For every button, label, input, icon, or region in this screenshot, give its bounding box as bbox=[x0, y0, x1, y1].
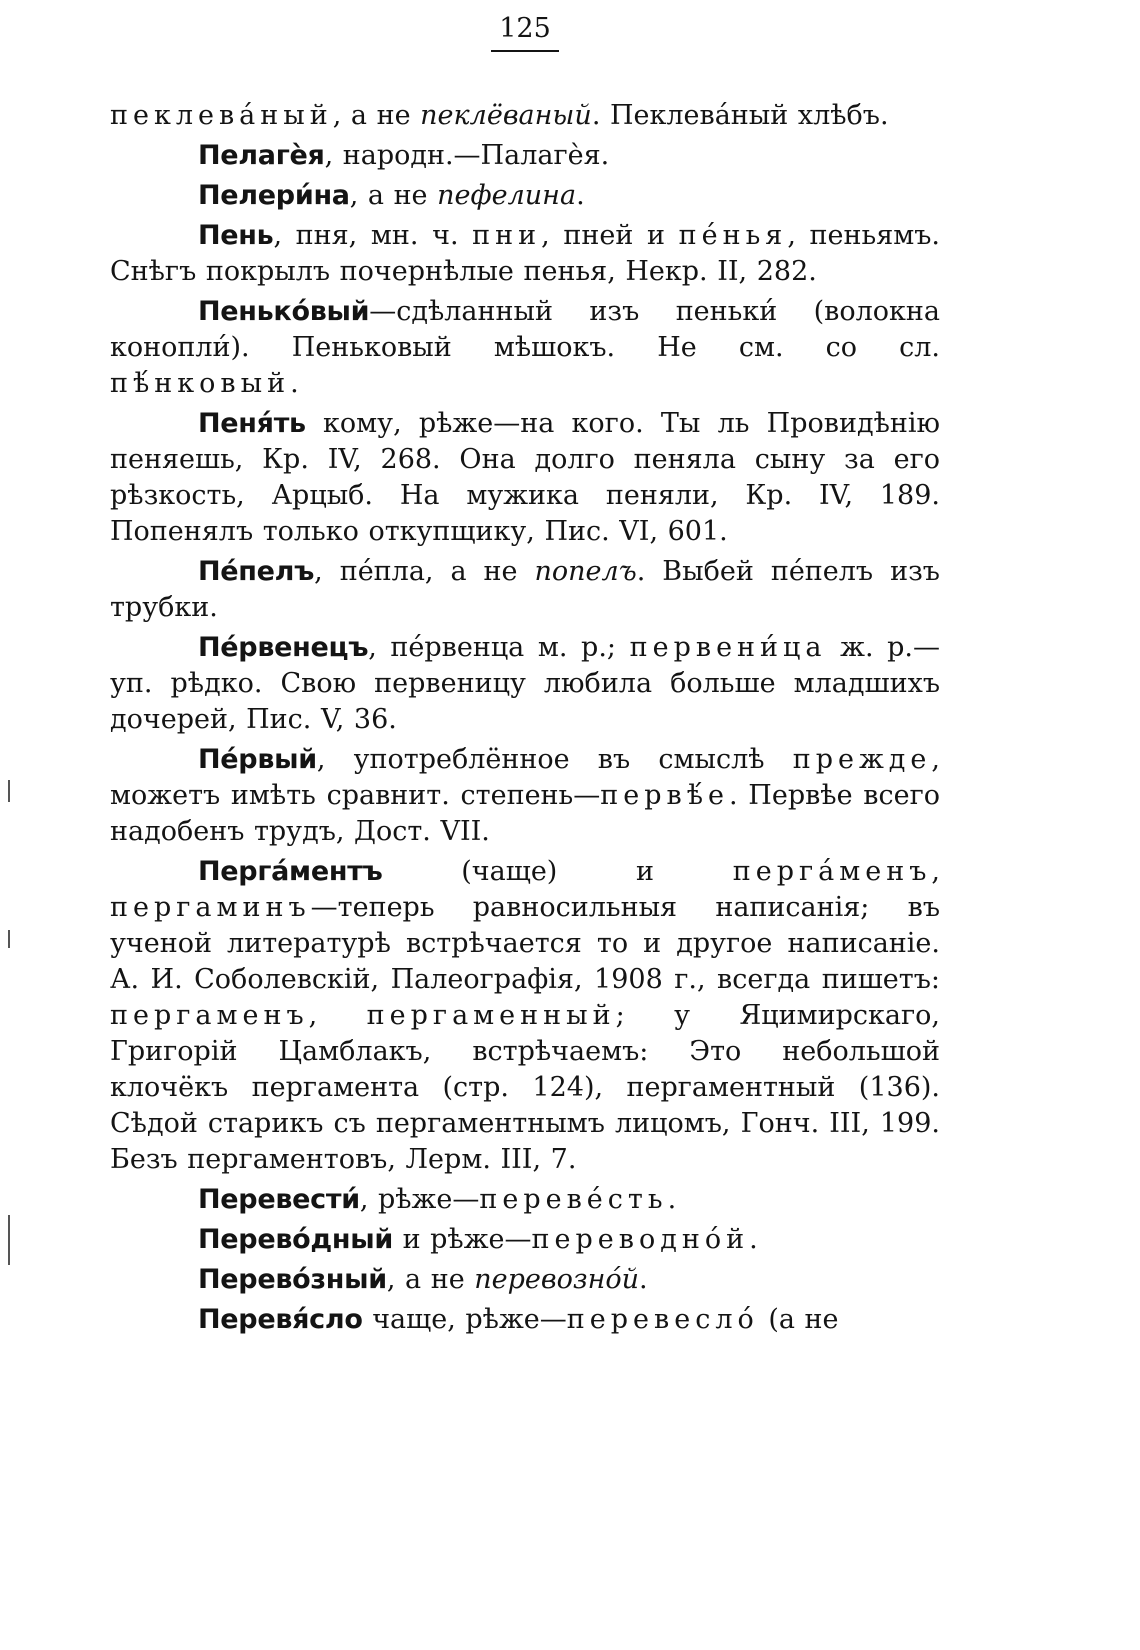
margin-mark bbox=[8, 780, 10, 802]
spaced-form: пергаменъ bbox=[110, 1000, 309, 1031]
headword: Перево́дный bbox=[198, 1224, 393, 1255]
spaced-form: пни bbox=[472, 220, 542, 251]
incorrect-form: перевозно́й bbox=[474, 1264, 640, 1295]
entry-text: —теперь равносильныя написанія; въ ученой литературѣ встрѣчается то и другое написаніе. А. И. Соболевскій, Палеографія, 1908 г., всегда пишетъ: bbox=[110, 892, 940, 995]
entry-text: и рѣже— bbox=[392, 1224, 532, 1255]
entry-text: , пе́пла, а не bbox=[314, 556, 535, 587]
spaced-form: первени́ца bbox=[629, 632, 827, 663]
entry-text: , пеньямъ. Снѣгъ покрылъ почернѣлые пенья, Некр. II, 282. bbox=[110, 220, 940, 287]
dictionary-entry bbox=[110, 554, 940, 626]
headword: Пе́рвенецъ bbox=[198, 632, 369, 663]
dictionary-entry bbox=[110, 742, 940, 850]
spaced-form: прежде bbox=[792, 744, 932, 775]
entry-text: чаще, рѣже— bbox=[362, 1304, 567, 1335]
entry-text: . bbox=[290, 368, 299, 399]
spaced-form: переве́сть bbox=[479, 1184, 668, 1215]
headword: Перевя́сло bbox=[198, 1304, 363, 1335]
book-page bbox=[110, 0, 940, 1650]
spaced-form: пе́нья bbox=[678, 220, 788, 251]
headword: Перево́зный bbox=[198, 1264, 387, 1295]
dictionary-entry bbox=[110, 138, 940, 174]
dictionary-text bbox=[110, 98, 940, 1342]
spaced-form: первѣ́е bbox=[600, 780, 729, 811]
incorrect-form: пеклёваный bbox=[420, 100, 592, 131]
entry-text: . Пеклева́ный хлѣбъ. bbox=[591, 100, 889, 131]
spaced-form: пергаминъ bbox=[110, 892, 311, 923]
headword: Перевести́ bbox=[198, 1184, 360, 1215]
entry-text: , bbox=[308, 1000, 367, 1031]
entry-text: (а не bbox=[758, 1304, 839, 1335]
dictionary-entry bbox=[110, 1222, 940, 1258]
entry-text: , а не bbox=[349, 180, 438, 211]
headword: Пе́пелъ bbox=[198, 556, 315, 587]
headword: Пе́рвый bbox=[198, 744, 317, 775]
dictionary-entry bbox=[110, 294, 940, 402]
spaced-form: перевесло́ bbox=[566, 1304, 759, 1335]
margin-mark bbox=[8, 1215, 10, 1265]
entry-text: . bbox=[667, 1184, 677, 1215]
spaced-form: пергаменный bbox=[366, 1000, 616, 1031]
margin-mark bbox=[8, 930, 10, 948]
entry-text: . bbox=[639, 1264, 648, 1295]
spaced-form: переводно́й bbox=[531, 1224, 750, 1255]
dictionary-entry bbox=[110, 178, 940, 214]
dictionary-entry bbox=[110, 218, 940, 290]
entry-text: , пня, мн. ч. bbox=[273, 220, 473, 251]
entry-text: , а не bbox=[386, 1264, 475, 1295]
entry-text: ж. р.—уп. рѣдко. Свою первеницу любила больше младшихъ дочерей, Пис. V, 36. bbox=[110, 632, 940, 735]
entry-text: , употреблённое въ смыслѣ bbox=[316, 744, 793, 775]
page-number bbox=[110, 12, 940, 52]
entry-text: кому, рѣже—на кого. Ты ль Провидѣнію пеняешь, Кр. IV, 268. Она долго пеняла сыну за его рѣзкость, Арцыб. На мужика пеняли, Кр. IV, 189. Попенялъ только откупщику, Пис. VI, 601. bbox=[110, 408, 940, 547]
headword: Пелагѐя bbox=[198, 140, 325, 171]
entry-text: , пней и bbox=[541, 220, 679, 251]
dictionary-entry bbox=[110, 854, 940, 1178]
entry-text: , народн.—Палагѐя. bbox=[324, 140, 610, 171]
headword: Пень bbox=[198, 220, 274, 251]
entry-text: . Выбей пе́пелъ изъ трубки. bbox=[110, 556, 940, 623]
headword: Пелери́на bbox=[198, 180, 350, 211]
headword: Пенько́вый bbox=[198, 296, 370, 327]
spaced-form: пеклева́ный bbox=[110, 100, 333, 131]
dictionary-entry bbox=[110, 630, 940, 738]
entry-text: . Первѣе всего надобенъ трудъ, Дост. VII. bbox=[110, 780, 940, 847]
spaced-form: перга́менъ bbox=[732, 856, 932, 887]
entry-text: ; у Яцимирскаго, Григорій Цамблакъ, встрѣчаемъ: Это небольшой клочёкъ пергамента (стр. 124), пергаментный (136). Сѣдой старикъ съ пергаментнымъ лицомъ, Гонч. III, 199. Безъ пергаментовъ, Лерм. III, 7. bbox=[110, 1000, 940, 1175]
headword: Пеня́ть bbox=[198, 408, 306, 439]
entry-text: . bbox=[576, 180, 585, 211]
incorrect-form: попелъ bbox=[534, 556, 637, 587]
entry-text: , рѣже— bbox=[359, 1184, 480, 1215]
entry-text: , можетъ имѣть сравнит. степень— bbox=[110, 744, 940, 811]
entry-text: (чаще) и bbox=[382, 856, 733, 887]
entry-text: , а не bbox=[332, 100, 421, 131]
headword: Перга́ментъ bbox=[198, 856, 383, 887]
dictionary-entry bbox=[110, 1182, 940, 1218]
page-number-text: 125 bbox=[491, 12, 559, 52]
dictionary-entry bbox=[110, 98, 940, 134]
dictionary-entry bbox=[110, 406, 940, 550]
spaced-form: пѣ́нковый bbox=[110, 368, 291, 399]
dictionary-entry bbox=[110, 1302, 940, 1338]
entry-text: —сдѣланный изъ пеньки́ (волокна конопли́). Пеньковый мѣшокъ. Не см. со сл. bbox=[110, 296, 940, 363]
dictionary-entry bbox=[110, 1262, 940, 1298]
entry-text: , пе́рвенца м. р.; bbox=[368, 632, 630, 663]
incorrect-form: пефелина bbox=[437, 180, 577, 211]
entry-text: , bbox=[931, 856, 940, 887]
entry-text: . bbox=[749, 1224, 758, 1255]
